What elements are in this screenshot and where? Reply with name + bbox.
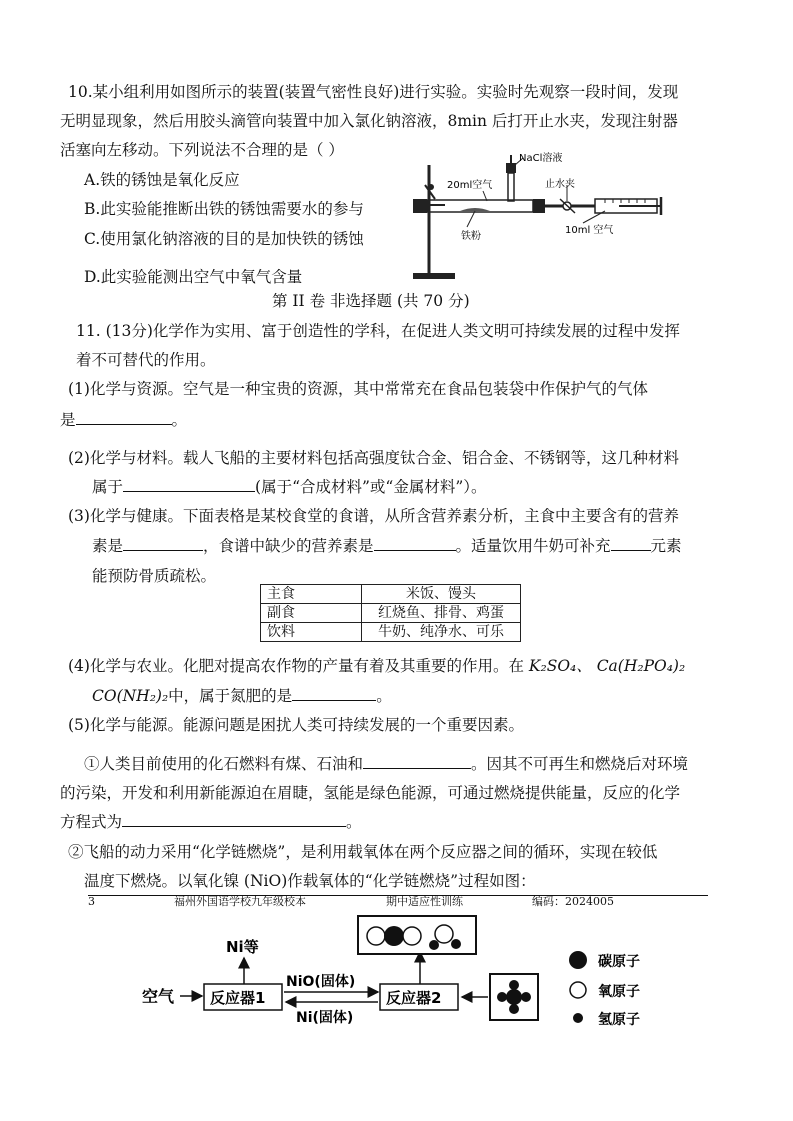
q10-option-c: C.使用氯化钠溶液的目的是加快铁的锈蚀	[84, 230, 364, 248]
q11-part1-line1: (1)化学与资源。空气是一种宝贵的资源，其中常常充在食品包装袋中作保护气的气体	[68, 380, 648, 398]
label-clamp: 止水夹	[545, 179, 575, 190]
legend-oxygen-symbol	[570, 982, 586, 998]
q11-sub2-line1: ②飞船的动力采用“化学链燃烧”，是利用载氧体在两个反应器之间的循环，实现在较低	[68, 843, 658, 861]
table-row: 副食 红烧鱼、排骨、鸡蛋	[261, 604, 521, 623]
label-ni-solid: Ni(固体)	[296, 1010, 354, 1026]
q11-part2-line2: 属于 (属于“合成材料”或“金属材料”）。	[92, 478, 487, 496]
q11-sub1-line3: 方程式为 。	[60, 813, 362, 831]
legend-carbon: 碳原子	[598, 954, 640, 970]
label-air: 空气	[142, 987, 175, 1006]
q11-intro-line1: 11. (13分)化学作为实用、富于创造性的学科，在促进人类文明可持续发展的过程中发挥	[76, 322, 680, 340]
rust-experiment-apparatus	[405, 145, 665, 285]
label-ni-etc: Ni等	[226, 938, 259, 956]
q11-sub2-line2: 温度下燃烧。以氧化镍 (NiO)作载氧体的“化学链燃烧”过程如图：	[84, 872, 536, 890]
section-2-heading: 第 II 卷 非选择题 (共 70 分)	[272, 292, 470, 310]
answer-blank-3b[interactable]	[374, 536, 456, 551]
q10-option-b: B.此实验能推断出铁的锈蚀需要水的参与	[84, 200, 364, 218]
page-footer	[88, 895, 708, 908]
q11-intro-line2: 着不可替代的作用。	[76, 351, 216, 369]
footer-school: 福州外国语学校九年级校本	[174, 895, 306, 908]
legend-hydrogen: 氢原子	[598, 1012, 640, 1028]
label-10ml-air: 10ml 空气	[565, 225, 614, 236]
label-nacl-solution: NaCl溶液	[519, 153, 563, 164]
answer-blank-2[interactable]	[123, 477, 255, 492]
footer-exam: 期中适应性训练	[386, 895, 463, 908]
label-20ml-air: 20ml空气	[447, 180, 493, 191]
q10-line1: 10.某小组利用如图所示的装置(装置气密性良好)进行实验。实验时先观察一段时间，发现	[68, 83, 679, 101]
q11-part3-line2: 素是 ，食谱中缺少的营养素是 。适量饮用牛奶可补充 元素	[92, 537, 682, 555]
label-nio-solid: NiO(固体)	[286, 974, 356, 990]
answer-blank-3a[interactable]	[123, 536, 203, 551]
q10-option-a: A.铁的锈蚀是氧化反应	[84, 171, 240, 189]
q10-option-d: D.此实验能测出空气中氧气含量	[84, 268, 303, 286]
table-row: 主食 米饭、馒头	[261, 585, 521, 604]
table-row: 饮料 牛奶、纯净水、可乐	[261, 623, 521, 642]
legend-hydrogen-symbol	[573, 1013, 583, 1023]
q11-part4-line2: CO(NH₂)₂中，属于氮肥的是 。	[92, 687, 392, 705]
q10-line2: 无明显现象，然后用胶头滴管向装置中加入氯化钠溶液，8min 后打开止水夹，发现注射器	[60, 112, 678, 130]
label-reactor-2: 反应器2	[386, 989, 442, 1007]
q11-sub1-line1: ①人类目前使用的化石燃料有煤、石油和 。因其不可再生和燃烧后对环境	[84, 755, 689, 773]
q11-part1-line2: 是 。	[60, 411, 188, 429]
q11-sub1-line2: 的污染，开发和利用新能源迫在眉睫，氢能是绿色能源，可通过燃烧提供能量，反应的化学	[60, 784, 681, 802]
legend-oxygen: 氧原子	[598, 984, 640, 1000]
q11-part2-line1: (2)化学与材料。载人飞船的主要材料包括高强度钛合金、铝合金、不锈钢等，这几种材料	[68, 449, 679, 467]
answer-blank-5a[interactable]	[363, 754, 471, 769]
footer-code: 编码：2024005	[532, 895, 614, 908]
label-reactor-1: 反应器1	[210, 989, 266, 1007]
answer-blank-3c[interactable]	[611, 536, 651, 551]
formula-co-nh2-2: CO(NH₂)₂	[92, 687, 169, 705]
formula-k2so4: K₂SO₄、	[528, 657, 592, 675]
answer-blank-1[interactable]	[76, 410, 172, 425]
q11-part3-line3: 能预防骨质疏松。	[92, 567, 217, 585]
formula-ca-h2po4-2: Ca(H₂PO₄)₂	[596, 657, 686, 675]
q11-part3-line1: (3)化学与健康。下面表格是某校食堂的食谱，从所含营养素分析，主食中主要含有的营养	[68, 507, 679, 525]
q10-line3: 活塞向左移动。下列说法不合理的是（ ）	[60, 141, 344, 159]
page-number: 3	[88, 895, 95, 908]
label-iron-powder: 铁粉	[461, 231, 481, 242]
chemical-looping-diagram	[140, 912, 680, 1032]
legend-carbon-symbol	[569, 951, 587, 969]
q11-part5-line1: (5)化学与能源。能源问题是困扰人类可持续发展的一个重要因素。	[68, 716, 524, 734]
q11-part4-line1: (4)化学与农业。化肥对提高农作物的产量有着及其重要的作用。在 K₂SO₄、 Ca(H₂PO₄)₂	[68, 657, 686, 675]
answer-blank-4[interactable]	[292, 686, 376, 701]
answer-blank-5b[interactable]	[122, 812, 346, 827]
menu-table	[260, 584, 521, 642]
